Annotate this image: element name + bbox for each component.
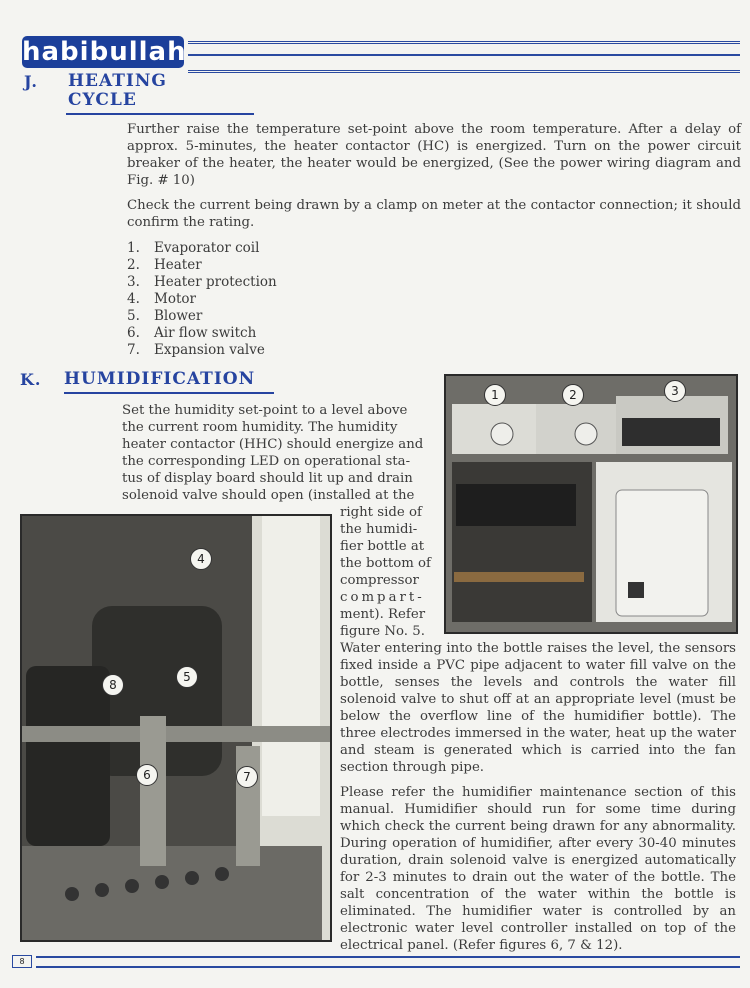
header-rule bbox=[188, 41, 740, 73]
intro-line: tus of display board should lit up and drain bbox=[122, 471, 413, 486]
section-j-title-line2: CYCLE bbox=[68, 90, 137, 110]
section-j-title-line1: HEATING bbox=[68, 71, 167, 91]
list-item: 2. Heater bbox=[127, 257, 202, 273]
electrical-panel-photo bbox=[444, 374, 738, 634]
section-j-paragraph-2: Check the current being drawn by a clamp on meter at the contactor connection; it should confirm the rating. bbox=[127, 198, 741, 230]
narrow-line: right side of bbox=[340, 505, 422, 520]
list-item: 7. Expansion valve bbox=[127, 342, 265, 358]
callout-4: 4 bbox=[190, 548, 212, 570]
callout-7: 7 bbox=[236, 766, 258, 788]
narrow-line: fier bottle at bbox=[340, 539, 425, 554]
callout-1: 1 bbox=[484, 384, 506, 406]
compressor-photo bbox=[20, 514, 332, 942]
section-j-letter: J. bbox=[24, 72, 38, 91]
footer-rule bbox=[36, 956, 740, 968]
intro-line: the corresponding LED on operational sta- bbox=[122, 454, 411, 469]
callout-6: 6 bbox=[136, 764, 158, 786]
section-k-title: HUMIDIFICATION bbox=[64, 369, 256, 389]
section-k-water-paragraph: Water entering into the bottle raises the level, the sensors fixed inside a PVC pipe adjacent to water fill valve on the bottle, senses the levels and controls the water fill solenoid valve to shut off at an appropriate level (must be below the overflow line of the humidifier bottle). The three electrodes immersed in the water, heat up the water and steam is generated which is carried into the fan section through pipe. bbox=[340, 641, 736, 775]
page-number: 8 bbox=[12, 955, 32, 968]
narrow-line: ment). Refer bbox=[340, 607, 426, 622]
section-k-narrow-column bbox=[340, 504, 434, 640]
company-logo: habibullah bbox=[22, 37, 187, 67]
callout-8: 8 bbox=[102, 674, 124, 696]
intro-line: heater contactor (HHC) should energize and bbox=[122, 437, 424, 452]
narrow-line: compressor bbox=[340, 573, 419, 588]
intro-line: the current room humidity. The humidity bbox=[122, 420, 398, 435]
section-j-title bbox=[68, 72, 167, 110]
list-item: 6. Air flow switch bbox=[127, 325, 257, 341]
section-k-underline bbox=[64, 392, 274, 394]
callout-5: 5 bbox=[176, 666, 198, 688]
section-k-letter: K. bbox=[20, 370, 42, 389]
electrical-panel-illustration bbox=[446, 376, 736, 632]
list-item: 5. Blower bbox=[127, 308, 203, 324]
intro-line: Set the humidity set-point to a level above bbox=[122, 403, 408, 418]
section-j-underline bbox=[66, 113, 254, 115]
intro-line: solenoid valve should open (installed at the bbox=[122, 488, 415, 503]
narrow-line: figure No. 5. bbox=[340, 624, 425, 639]
section-k-maintenance-paragraph: Please refer the humidifier maintenance section of this manual. Humidifier should run for some time during which check the current being drawn for any abnormality. During operation of humidifier, after every 30-40 minutes duration, drain solenoid valve is energized automatically for 2-3 minutes to drain out the water of the bottle. The salt concentration of the water within the bottle is eliminated. The humidifier water is controlled by an electronic water level controller installed on top of the electrical panel. (Refer figures 6, 7 & 12). bbox=[340, 785, 736, 953]
callout-2: 2 bbox=[562, 384, 584, 406]
list-item: 4. Motor bbox=[127, 291, 196, 307]
list-item: 1. Evaporator coil bbox=[127, 240, 260, 256]
callout-3: 3 bbox=[664, 380, 686, 402]
component-list bbox=[127, 240, 277, 359]
section-j-paragraph-1: Further raise the temperature set-point above the room temperature. After a delay of approx. 5-minutes, the heater contactor (HC) is energized. Turn on the power circuit breaker of the heater, the heater would be energized, (See the power wiring diagram and Fig. # 10) bbox=[127, 122, 741, 188]
section-k-intro bbox=[122, 402, 434, 504]
narrow-line: the bottom of bbox=[340, 556, 431, 571]
narrow-line: the humidi- bbox=[340, 522, 418, 537]
compressor-illustration bbox=[22, 516, 330, 940]
narrow-line: compart- bbox=[340, 590, 425, 605]
list-item: 3. Heater protection bbox=[127, 274, 277, 290]
